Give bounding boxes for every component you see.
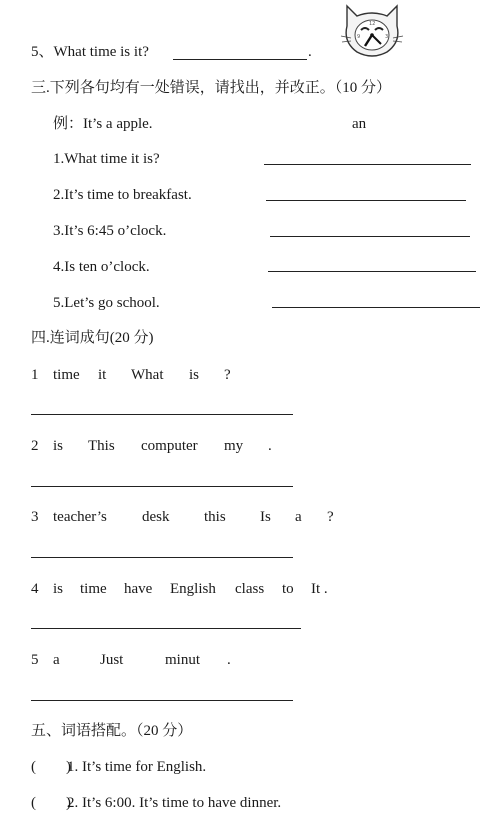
word-token: ? bbox=[327, 509, 334, 525]
cat-clock-illustration bbox=[339, 2, 405, 58]
word-token: ? bbox=[224, 367, 231, 383]
match-paren-1[interactable]: ( ) bbox=[31, 759, 71, 775]
example-answer: an bbox=[352, 116, 367, 132]
match-item-1: 1. It’s time for English. bbox=[67, 759, 207, 775]
question-5: 5、What time is it? bbox=[31, 44, 149, 60]
error-item-4: 4.Is ten o’clock. bbox=[53, 259, 150, 275]
word-token: have bbox=[124, 581, 153, 597]
word-token: Is bbox=[260, 509, 271, 525]
word-token: this bbox=[204, 509, 226, 525]
word-token: to bbox=[282, 581, 294, 597]
question-5-period: . bbox=[308, 44, 312, 60]
error-item-1: 1.What time it is? bbox=[53, 151, 160, 167]
word-token: my bbox=[224, 438, 244, 454]
section-3-title: 三.下列各句均有一处错误，请找出，并改正。（10 分） bbox=[31, 80, 392, 96]
word-token: Just bbox=[100, 652, 124, 668]
word-token: English bbox=[170, 581, 216, 597]
word-token: . bbox=[268, 438, 272, 454]
answer-blank-3-5[interactable] bbox=[272, 307, 480, 308]
word-token: a bbox=[295, 509, 302, 525]
error-item-5: 5.Let’s go school. bbox=[53, 295, 160, 311]
word-token: This bbox=[88, 438, 115, 454]
word-token: computer bbox=[141, 438, 198, 454]
answer-blank-3-3[interactable] bbox=[270, 236, 470, 237]
word-token: a bbox=[53, 652, 60, 668]
answer-blank-3-1[interactable] bbox=[264, 164, 471, 165]
answer-blank-3-4[interactable] bbox=[268, 271, 476, 272]
answer-line-4-1[interactable] bbox=[31, 414, 293, 415]
answer-blank-q5[interactable] bbox=[173, 59, 307, 60]
word-token: class bbox=[235, 581, 265, 597]
word-token: it bbox=[98, 367, 107, 383]
word-token: . bbox=[227, 652, 231, 668]
section-4-title: 四.连词成句(20 分) bbox=[31, 330, 154, 346]
word-number: 5 bbox=[31, 652, 39, 668]
word-token: time bbox=[53, 367, 80, 383]
word-token: is bbox=[53, 438, 64, 454]
answer-line-4-5[interactable] bbox=[31, 700, 293, 701]
answer-blank-3-2[interactable] bbox=[266, 200, 466, 201]
word-token: desk bbox=[142, 509, 170, 525]
answer-line-4-2[interactable] bbox=[31, 486, 293, 487]
word-number: 4 bbox=[31, 581, 39, 597]
word-token: It . bbox=[311, 581, 328, 597]
match-item-2: 2. It’s 6:00. It’s time to have dinner. bbox=[67, 795, 282, 811]
section-5-title: 五、词语搭配。（20 分） bbox=[31, 723, 193, 739]
answer-line-4-3[interactable] bbox=[31, 557, 293, 558]
word-token: is bbox=[189, 367, 200, 383]
answer-line-4-4[interactable] bbox=[31, 628, 301, 629]
word-number: 3 bbox=[31, 509, 39, 525]
word-token: minut bbox=[165, 652, 201, 668]
svg-text:12: 12 bbox=[369, 21, 376, 27]
word-token: is bbox=[53, 581, 64, 597]
word-token: teacher’s bbox=[53, 509, 107, 525]
error-item-2: 2.It’s time to breakfast. bbox=[53, 187, 192, 203]
example-sentence: 例：It’s a apple. bbox=[53, 116, 153, 132]
error-item-3: 3.It’s 6:45 o’clock. bbox=[53, 223, 167, 239]
word-number: 1 bbox=[31, 367, 39, 383]
svg-text:3: 3 bbox=[385, 34, 389, 40]
match-paren-2[interactable]: ( ) bbox=[31, 795, 71, 811]
svg-text:9: 9 bbox=[357, 34, 361, 40]
word-token: time bbox=[80, 581, 107, 597]
word-token: What bbox=[131, 367, 164, 383]
word-number: 2 bbox=[31, 438, 39, 454]
